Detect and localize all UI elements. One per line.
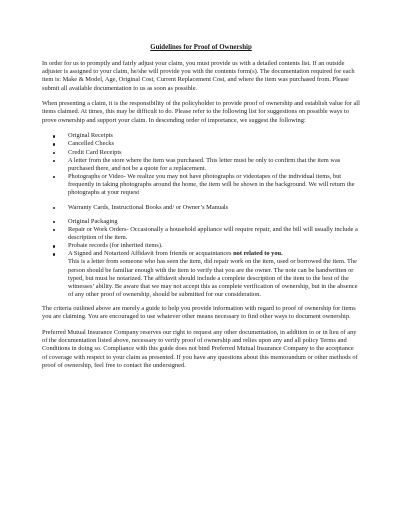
list-item: Cancelled Checks	[68, 140, 360, 148]
list-item: Credit Card Receipts	[68, 149, 360, 157]
affidavit-list-item	[68, 250, 360, 299]
list-item: Photographs or Video- We realize you may not have photographs or videotapes of the individual items, but frequently in taking photographs around the home, the item will be shown in the background. We will return the photographs at your request	[68, 173, 360, 197]
affidavit-emphasis: not related to you.	[233, 250, 283, 258]
list-item: Repair or Work Orders- Occasionally a household appliance will require repair, and the bill will usually include a description of the item.	[68, 226, 360, 242]
affidavit-lead: A Signed and Notarized Affidavit from friends or acquaintances	[68, 250, 234, 258]
list-item: Warranty Cards, Instructional Books and/ or Owner’s Manuals	[68, 204, 360, 212]
affidavit-description: This is a letter from someone who has seen the item, did repair work on the item, used or borrowed the item. The person should be familiar enough with the item to verify that you are the owner. The note can be handwritten or typed, but must be notarized. The affidavit should include a complete description of the item to the best of the witnesses’ ability. Be aware that we may not accept this as complete verification of ownership, but in the absence of any other proof of ownership, should be submitted for our consideration.	[68, 258, 358, 299]
list-item: A letter from the store where the item was purchased. This letter must be only to confirm that the item was purchased there, and not be a quote for a replacement.	[68, 157, 360, 173]
intro-paragraph: In order for us to promptly and fairly adjust your claim, you must provide us with a detailed contents list. If an outside adjuster is assigned to your claim, he/she will provide you with the contents form(s). The documentation required for each item is: Make & Model, Age, Original Cost, Current Replacement Cost, and where the item was purchased from. Please submit all available documentation to us as soon as possible.	[42, 60, 355, 92]
responsibility-paragraph: When presenting a claim, it is the responsibility of the policyholder to provide proof of ownership and establish value for all items claimed. At times, this may be difficult to do. Please refer to the following list for suggestions on possible ways to prove ownership and support your claim. In descending order of importance, we suggest the following:	[42, 100, 360, 124]
list-item: Original Packaging	[68, 218, 360, 226]
proof-list-primary	[42, 132, 360, 197]
proof-list-secondary	[42, 218, 360, 300]
document-title: Guidelines for Proof of Ownership	[150, 44, 252, 51]
list-item: Probate records (for inherited items).	[68, 242, 360, 250]
criteria-paragraph: The criteria outlined above are merely a guide to help you provide information with regard to proof of ownership for items you are claiming. You are encouraged to use whatever other means necessary to find other ways to document ownership.	[42, 305, 356, 321]
closing-paragraph: Preferred Mutual Insurance Company reserves our right to request any other documentation, in addition to or in lieu of any of the documentation listed above, necessary to verify proof of ownership and relies upon any and all policy Terms and Conditions in doing so. Compliance with this guide does not bind Preferred Mutual Insurance Company to the acceptance of coverage with respect to your claim as presented. If you have any questions about this memorandum or other methods of proof of ownership, feel free to contact the undersigned.	[42, 329, 358, 369]
proof-list-warranty	[42, 204, 360, 212]
list-item: Original Receipts	[68, 132, 360, 140]
